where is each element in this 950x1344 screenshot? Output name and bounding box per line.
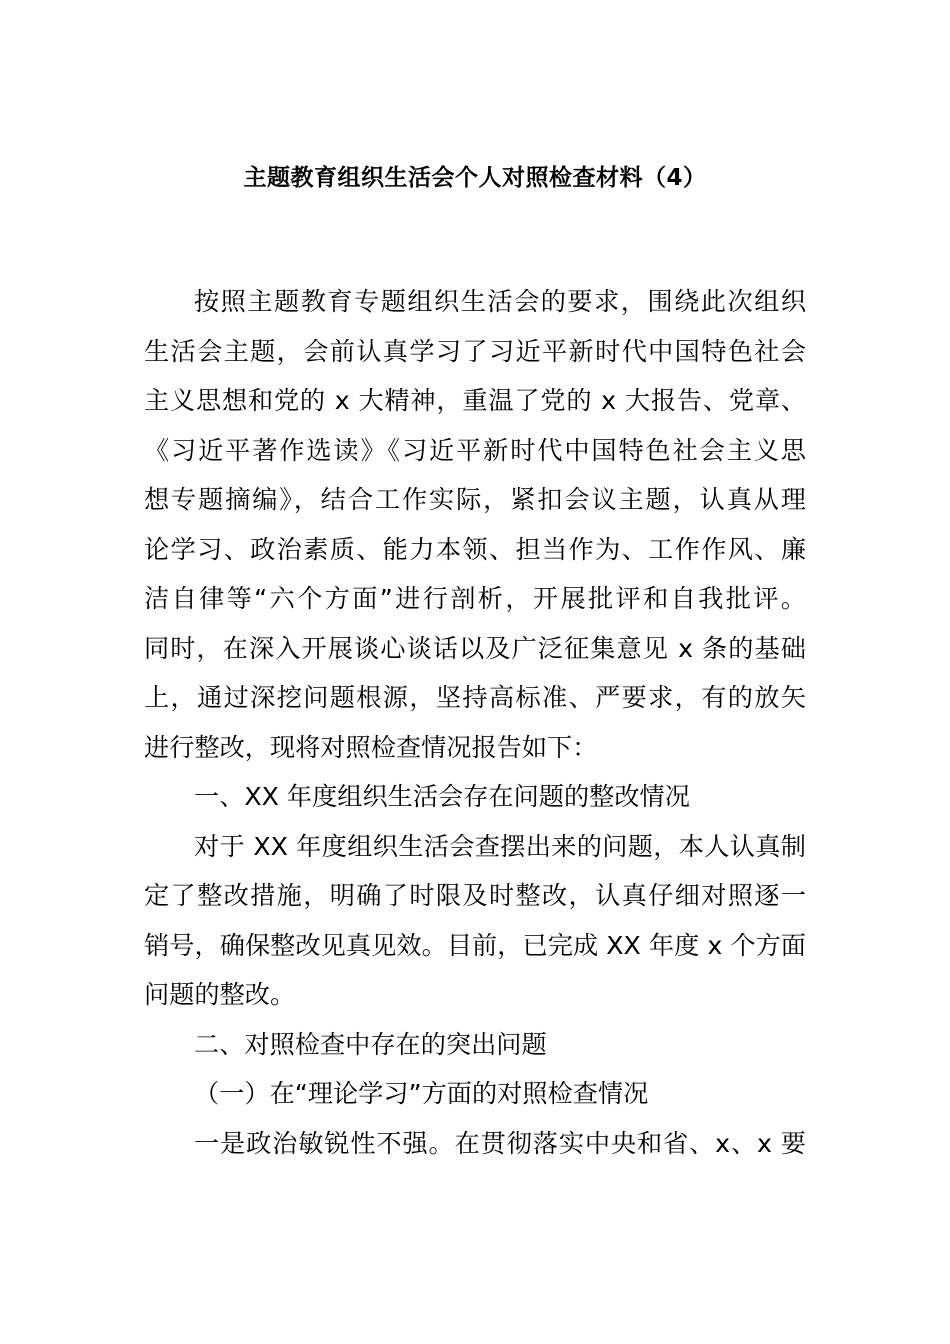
paragraph-line: 销号，确保整改见真见效。目前，已完成 XX 年度 x 个方面 bbox=[144, 931, 806, 960]
paragraph-line: 主义思想和党的 x 大精神，重温了党的 x 大报告、党章、 bbox=[144, 386, 806, 415]
paragraph-line: 定了整改措施，明确了时限及时整改，认真仔细对照逐一 bbox=[144, 881, 806, 910]
document-title: 主题教育组织生活会个人对照检查材料（4） bbox=[243, 165, 707, 191]
paragraph-line: 上，通过深挖问题根源，坚持高标准、严要求，有的放矢 bbox=[144, 683, 806, 712]
section-heading: 一、XX 年度组织生活会存在问题的整改情况 bbox=[194, 782, 690, 811]
paragraph-line: 问题的整改。 bbox=[144, 980, 296, 1009]
paragraph-line: 洁自律等“六个方面”进行剖析，开展批评和自我批评。 bbox=[144, 584, 806, 613]
subsection-heading: （一）在“理论学习”方面的对照检查情况 bbox=[194, 1079, 649, 1108]
paragraph-line: 进行整改，现将对照检查情况报告如下： bbox=[144, 733, 598, 762]
paragraph-line: 对于 XX 年度组织生活会查摆出来的问题，本人认真制 bbox=[194, 832, 806, 861]
paragraph-line: 按照主题教育专题组织生活会的要求，围绕此次组织 bbox=[194, 287, 806, 316]
paragraph-line: 生活会主题，会前认真学习了习近平新时代中国特色社会 bbox=[144, 337, 806, 366]
paragraph-line: 《习近平著作选读》《习近平新时代中国特色社会主义思 bbox=[144, 436, 806, 465]
paragraph-line: 论学习、政治素质、能力本领、担当作为、工作作风、廉 bbox=[144, 535, 806, 564]
section-heading: 二、对照检查中存在的突出问题 bbox=[194, 1030, 547, 1059]
paragraph-line: 想专题摘编》，结合工作实际，紧扣会议主题，认真从理 bbox=[144, 485, 806, 514]
paragraph-line: 一是政治敏锐性不强。在贯彻落实中央和省、x、x 要 bbox=[194, 1129, 806, 1158]
paragraph-line: 同时，在深入开展谈心谈话以及广泛征集意见 x 条的基础 bbox=[144, 634, 806, 663]
